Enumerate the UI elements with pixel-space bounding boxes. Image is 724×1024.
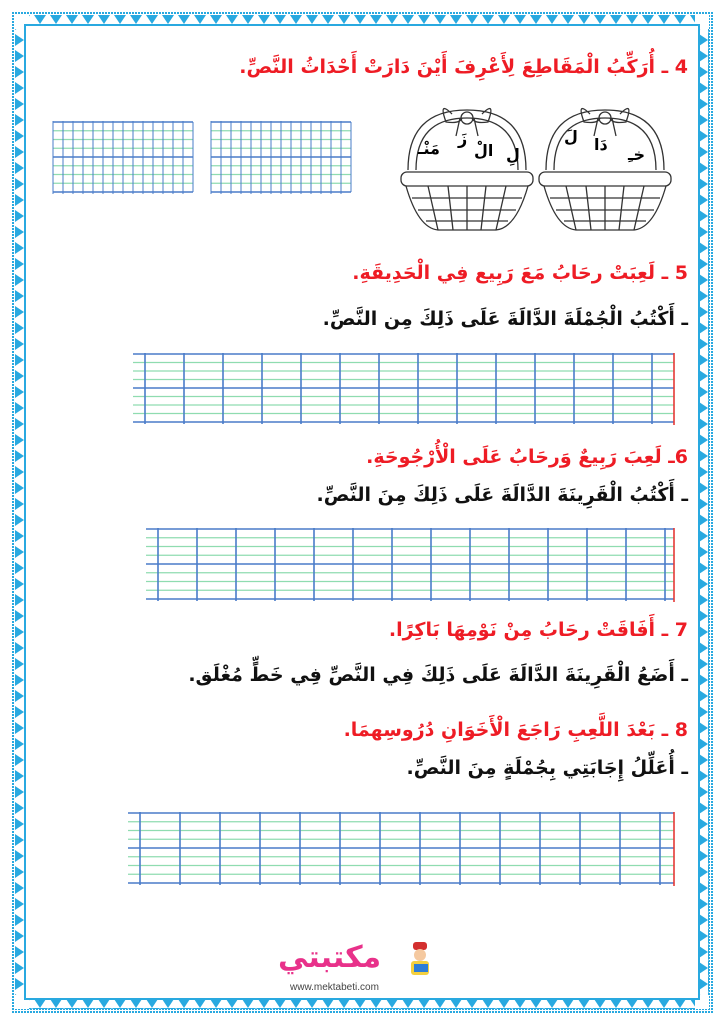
basket-1: [536, 100, 674, 236]
question-6-heading: 6ـ لَعِبَ رَبِيعٌ وَرحَابُ عَلَى الْأُرْجُوحَةِ.: [366, 446, 688, 468]
question-6-instruction: ـ أَكْتُبُ الْقَرِينَةَ الدَّالَةَ عَلَى ذَلِكَ مِنَ النَّصِّ.: [316, 484, 688, 506]
question-8-heading: 8 ـ بَعْدَ اللَّعِبِ رَاجَعَ الْأَخَوَانِ دُرُوسِهمَا.: [343, 719, 688, 741]
writing-grid-small-2[interactable]: [210, 121, 360, 201]
question-5-heading: 5 ـ لَعِبَتْ رحَابُ مَعَ رَبِيع فِي الْحَدِيقَةِ.: [352, 262, 688, 284]
question-8-instruction: ـ أُعَلِّلُ إِجَابَتِي بِجُمْلَةٍ مِنَ النَّصِّ.: [406, 757, 688, 779]
writing-grid-q8[interactable]: [127, 812, 677, 886]
writing-grid-q5[interactable]: [132, 353, 677, 425]
question-7-instruction: ـ أَضَعُ الْقَرِينَةَ الدَّالَةَ عَلَى ذَلِكَ فِي النَّصِّ فِي خَطٍّ مُغْلَق.: [188, 664, 688, 686]
syllable-tile: مَنْـ: [418, 139, 440, 158]
basket-2: [398, 100, 536, 236]
mektabeti-logo: [278, 940, 438, 996]
syllable-tile: لَ: [564, 127, 578, 146]
logo-text: مكتبتي: [278, 940, 382, 975]
syllable-tile: خـِ: [628, 145, 645, 164]
writing-grid-q6[interactable]: [145, 528, 677, 602]
syllable-tile: لِ: [506, 145, 520, 164]
website-url: www.mektabeti.com: [290, 982, 379, 993]
question-4-heading: 4 ـ أُرَكِّبُ الْمَقَاطِعَ لِأَعْرِفَ أَيْنَ دَارَتْ أَحْدَاثُ النَّصِّ.: [239, 56, 688, 78]
syllable-tile: دَا: [594, 135, 608, 154]
writing-grid-small-1[interactable]: [52, 121, 202, 201]
question-7-heading: 7 ـ أَفَاقَتْ رحَابُ مِنْ نَوْمِهَا بَاكِرًا.: [388, 619, 688, 641]
question-5-instruction: ـ أَكْتُبُ الْجُمْلَةَ الدَّالَةَ عَلَى ذَلِكَ مِن النَّصِّ.: [322, 308, 688, 330]
syllable-tile: الْ: [474, 141, 494, 160]
child-reading-icon: [406, 942, 434, 978]
syllable-tile: زَ: [458, 129, 468, 148]
